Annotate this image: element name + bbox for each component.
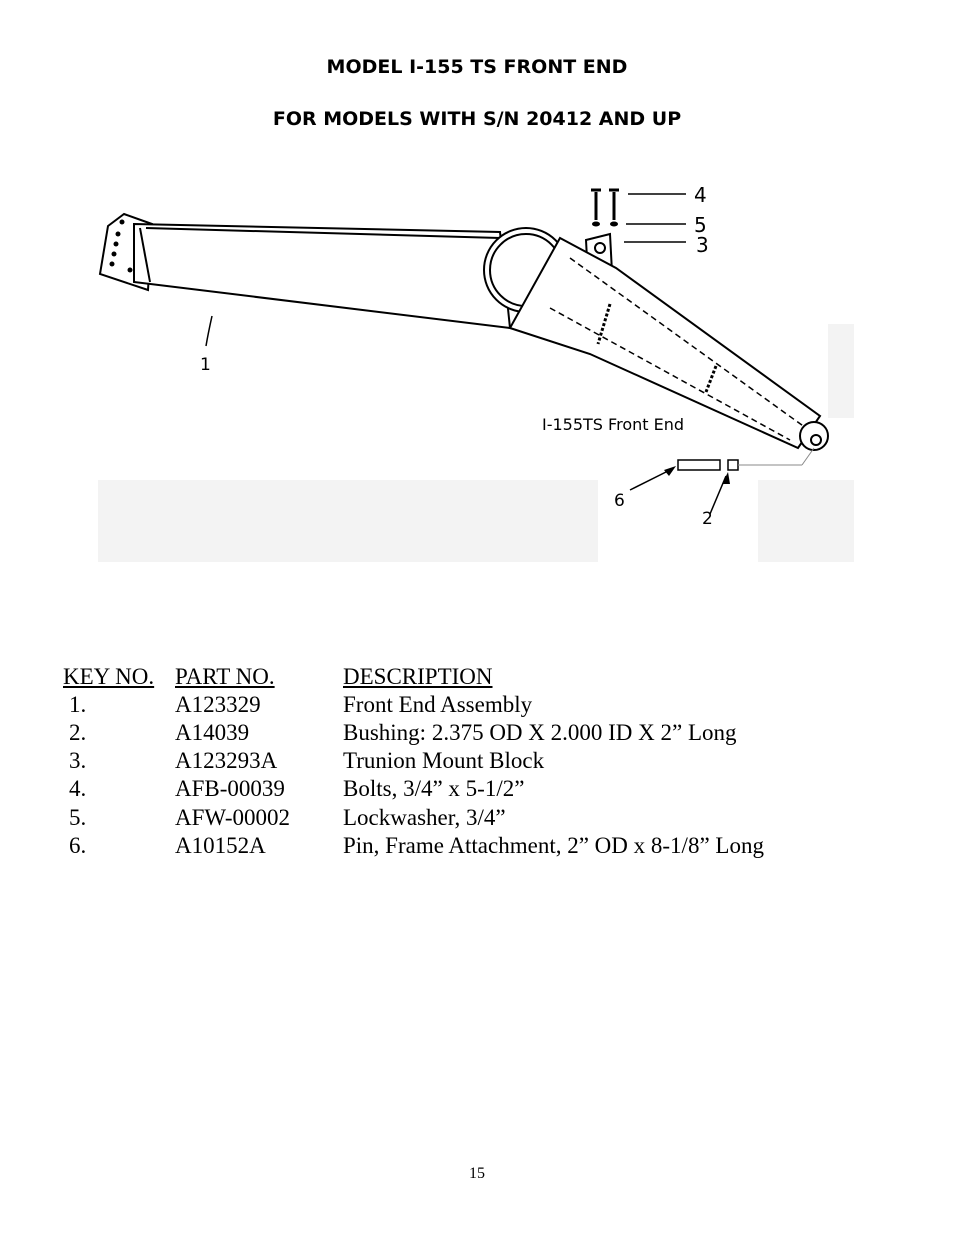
callout-4: 4 xyxy=(694,183,707,207)
bolt-icon xyxy=(591,190,619,220)
page-subtitle: FOR MODELS WITH S/N 20412 AND UP xyxy=(272,108,682,130)
part-no: A123293A xyxy=(175,748,278,773)
header-description: DESCRIPTION xyxy=(343,664,493,689)
arm-eye xyxy=(800,422,828,450)
part-no: AFB-00039 xyxy=(175,776,285,801)
part-no: A14039 xyxy=(175,720,250,745)
description: Lockwasher, 3/4” xyxy=(343,805,506,830)
front-end-beam xyxy=(134,224,510,328)
header-part-no: PART NO. xyxy=(175,664,275,689)
description: Trunion Mount Block xyxy=(343,748,545,773)
header-key-no: KEY NO. xyxy=(63,664,155,689)
part-no: AFW-00002 xyxy=(175,805,290,830)
pin-icon xyxy=(678,460,720,470)
key-no: 1. xyxy=(69,692,87,717)
key-no: 5. xyxy=(69,805,87,830)
part-no: A10152A xyxy=(175,833,266,858)
part-no: A123329 xyxy=(175,692,261,717)
callout-2: 2 xyxy=(702,509,713,529)
page-number: 15 xyxy=(469,1165,485,1182)
key-no: 3. xyxy=(69,748,87,773)
callout-3: 3 xyxy=(696,233,709,257)
lockwasher-icon xyxy=(592,222,618,227)
description: Bolts, 3/4” x 5-1/2” xyxy=(343,776,525,801)
description: Bushing: 2.375 OD X 2.000 ID X 2” Long xyxy=(343,720,737,745)
description: Pin, Frame Attachment, 2” OD x 8-1/8” Long xyxy=(343,833,764,858)
front-end-diagram xyxy=(90,178,860,568)
callout-6: 6 xyxy=(614,491,625,511)
page-title: MODEL I-155 TS FRONT END xyxy=(326,56,628,78)
description: Front End Assembly xyxy=(343,692,533,717)
callout-5: 5 xyxy=(694,213,707,237)
bushing-icon xyxy=(728,460,738,470)
diagram-caption: I-155TS Front End xyxy=(542,415,685,434)
key-no: 6. xyxy=(69,833,87,858)
key-no: 4. xyxy=(69,776,87,801)
key-no: 2. xyxy=(69,720,87,745)
callout-1: 1 xyxy=(200,355,211,375)
